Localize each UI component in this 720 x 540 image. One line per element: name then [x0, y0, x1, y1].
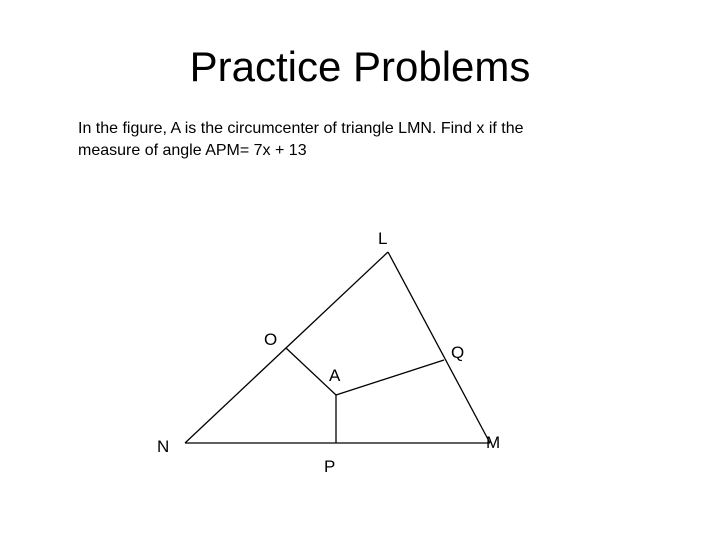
- label-l: L: [378, 229, 388, 248]
- label-a: A: [329, 366, 341, 385]
- label-o: O: [264, 330, 278, 349]
- segment-aq: [336, 360, 444, 395]
- label-q: Q: [451, 343, 465, 362]
- label-m: M: [486, 433, 501, 452]
- side-ln: [185, 252, 388, 443]
- problem-line-2: measure of angle APM= 7x + 13: [78, 142, 307, 159]
- problem-line-1: In the figure, A is the circumcenter of triangle LMN. Find x if the: [78, 120, 524, 137]
- label-n: N: [157, 437, 170, 456]
- label-p: P: [324, 457, 336, 476]
- side-lm: [388, 252, 490, 443]
- slide-title: Practice Problems: [189, 43, 531, 90]
